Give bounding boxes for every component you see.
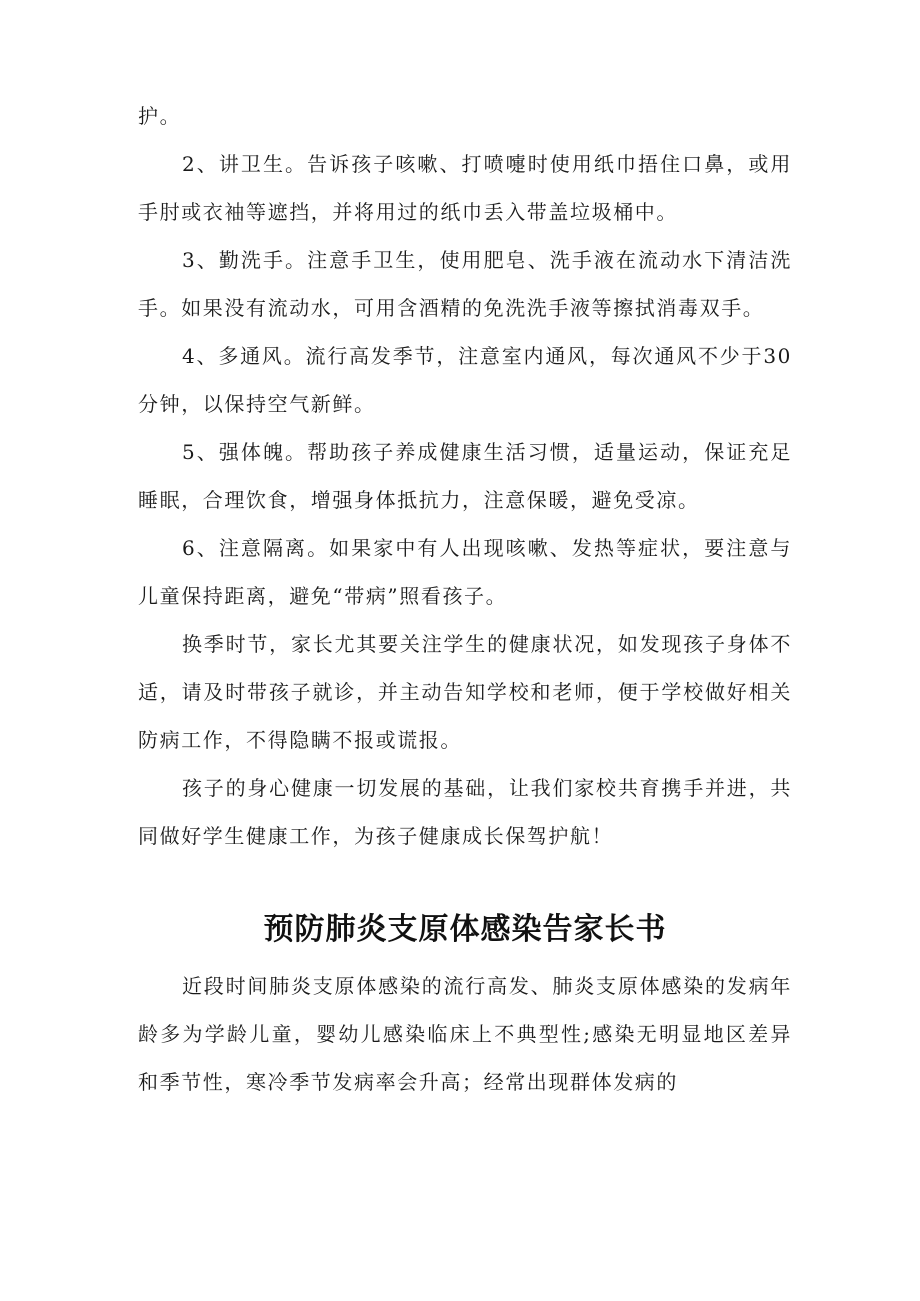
- closing-paragraph-cooperation: 孩子的身心健康一切发展的基础，让我们家校共育携手并进，共同做好学生健康工作，为孩子健康成长保驾护航！: [138, 776, 792, 848]
- measure-hygiene: 2、讲卫生。告诉孩子咳嗽、打喷嚏时使用纸巾捂住口鼻，或用手肘或衣袖等遮挡，并将用过的纸巾丢入带盖垃圾桶中。: [138, 152, 792, 224]
- section-title: 预防肺炎支原体感染告家长书: [263, 912, 667, 947]
- measure-fitness: 5、强体魄。帮助孩子养成健康生活习惯，适量运动，保证充足睡眠，合理饮食，增强身体抵抗力，注意保暖，避免受凉。: [138, 440, 792, 512]
- measure-isolation: 6、注意隔离。如果家中有人出现咳嗽、发热等症状，要注意与儿童保持距离，避免“带病”照看孩子。: [138, 536, 792, 608]
- document-page: [138, 92, 792, 1106]
- closing-paragraph-health: 换季时节，家长尤其要关注学生的健康状况，如发现孩子身体不适，请及时带孩子就诊，并主动告知学校和老师，便于学校做好相关防病工作，不得隐瞒不报或谎报。: [138, 632, 792, 752]
- intro-paragraph: 近段时间肺炎支原体感染的流行高发、肺炎支原体感染的发病年龄多为学龄儿童，婴幼儿感染临床上不典型性;感染无明显地区差异和季节性，寒冷季节发病率会升高；经常出现群体发病的: [138, 974, 792, 1094]
- continued-paragraph: 护。: [138, 104, 182, 128]
- measure-ventilation: 4、多通风。流行高发季节，注意室内通风，每次通风不少于30分钟，以保持空气新鲜。: [138, 344, 792, 416]
- measure-handwashing: 3、勤洗手。注意手卫生，使用肥皂、洗手液在流动水下清洁洗手。如果没有流动水，可用含酒精的免洗洗手液等擦拭消毒双手。: [138, 248, 792, 320]
